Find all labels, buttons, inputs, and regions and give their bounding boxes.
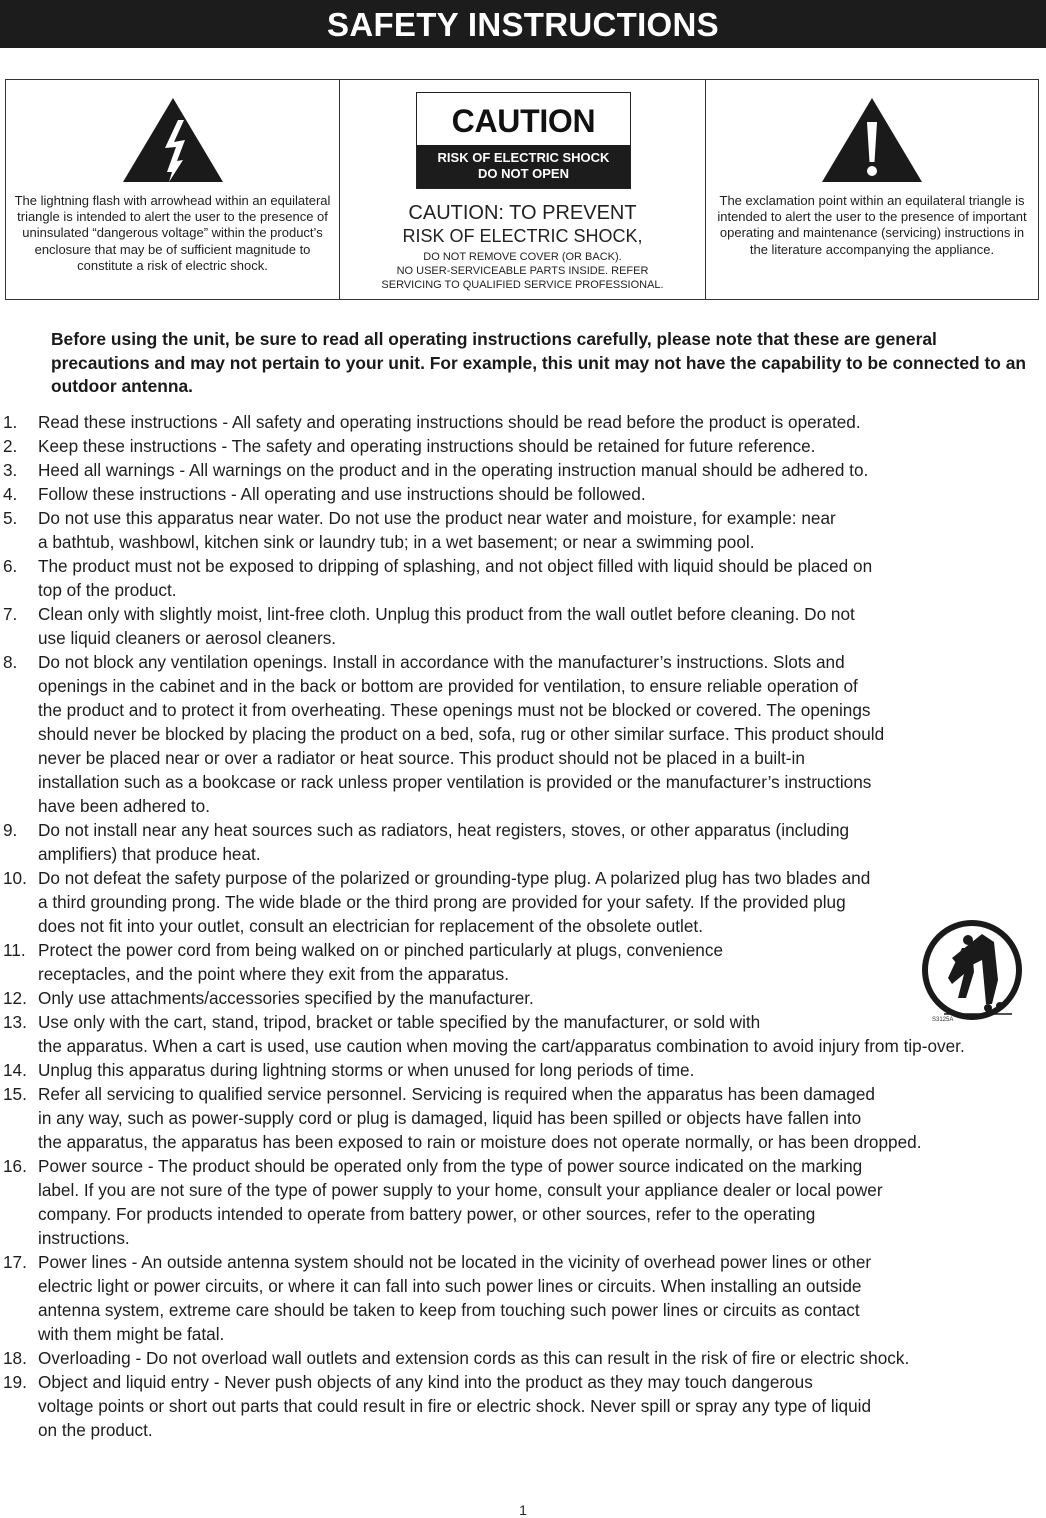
list-item: [0, 1010, 1046, 1058]
list-item-line: Use only with the cart, stand, tripod, bracket or table specified by the manufacturer, or sold with: [38, 1012, 761, 1032]
list-item-line: receptacles, and the point where they exit from the apparatus.: [38, 964, 510, 984]
list-item-line: Heed all warnings - All warnings on the product and in the operating instruction manual should be adhered to.: [38, 460, 869, 480]
list-item-line: Follow these instructions - All operating and use instructions should be followed.: [38, 484, 646, 504]
list-item: [0, 482, 1046, 506]
list-item-number: 5.: [3, 508, 18, 528]
lightning-warning-icon: [121, 96, 225, 184]
list-item-number: 15.: [3, 1084, 27, 1104]
list-item-line: Keep these instructions - The safety and operating instructions should be retained for future reference.: [38, 436, 816, 456]
list-item-line: the apparatus. When a cart is used, use caution when moving the cart/apparatus combination to avoid injury from tip-over.: [38, 1036, 965, 1056]
list-item-text: [38, 506, 1046, 554]
list-item-line: Clean only with slightly moist, lint-free cloth. Unplug this product from the wall outlet before cleaning. Do not: [38, 604, 855, 624]
page-title-bar: [0, 0, 1046, 48]
list-item: [0, 1058, 1046, 1082]
list-item-text: [38, 986, 1046, 1010]
caution-label: [416, 92, 631, 189]
list-item-text: [38, 650, 1046, 818]
list-item-line: Unplug this apparatus during lightning storms or when unused for long periods of time.: [38, 1060, 695, 1080]
list-item-line: instructions.: [38, 1228, 130, 1248]
list-item: [0, 1370, 1046, 1442]
caution-small-line2: NO USER-SERVICEABLE PARTS INSIDE. REFER: [396, 265, 649, 277]
list-item: [0, 458, 1046, 482]
list-item: [0, 434, 1046, 458]
list-item-number: 14.: [3, 1060, 27, 1080]
list-item-line: top of the product.: [38, 580, 177, 600]
list-item-number: 4.: [3, 484, 18, 504]
list-item-line: the product and to protect it from overheating. These openings must not be blocked or covered. The openings: [38, 700, 871, 720]
list-item-line: Do not install near any heat sources such as radiators, heat registers, stoves, or other apparatus (including: [38, 820, 850, 840]
list-item: [0, 938, 1046, 986]
list-item-text: [38, 458, 1046, 482]
list-item-line: the apparatus, the apparatus has been exposed to rain or moisture does not operate normally, or has been dropped.: [38, 1132, 922, 1152]
warning-symbols-table: [5, 79, 1039, 300]
list-item-line: use liquid cleaners or aerosol cleaners.: [38, 628, 337, 648]
list-item-line: The product must not be exposed to dripping of splashing, and not object filled with liquid should be placed on: [38, 556, 873, 576]
list-item-line: antenna system, extreme care should be taken to keep from touching such power lines or circuits as contact: [38, 1300, 860, 1320]
list-item-line: a third grounding prong. The wide blade or the third prong are provided for your safety. If the provided plug: [38, 892, 846, 912]
list-item-text: [38, 1082, 1046, 1154]
caution-small-line1: DO NOT REMOVE COVER (OR BACK).: [423, 251, 622, 263]
lightning-warning-cell: [6, 80, 340, 299]
list-item-text: [38, 482, 1046, 506]
list-item-line: have been adhered to.: [38, 796, 211, 816]
caution-heading-line1: CAUTION: TO PREVENT: [408, 202, 637, 224]
list-item-line: never be placed near or over a radiator or heat source. This product should not be placed in a built-in: [38, 748, 805, 768]
exclamation-warning-cell: [706, 80, 1038, 299]
lightning-warning-text: The lightning flash with arrowhead within an equilateral triangle is intended to alert the user to the presence of uninsulated “dangerous voltage” within the product’s enclosure that may be of sufficient magnitude to constitute a risk of electric shock.: [14, 193, 331, 273]
list-item-number: 13.: [3, 1012, 27, 1032]
list-item-line: amplifiers) that produce heat.: [38, 844, 261, 864]
list-item-text: [38, 1058, 1046, 1082]
list-item-text: [38, 866, 1046, 938]
list-item-text: [38, 602, 1046, 650]
list-item-number: 2.: [3, 436, 18, 456]
list-item-text: [38, 1346, 1046, 1370]
list-item-line: company. For products intended to operate from battery power, or other sources, refer to the operating: [38, 1204, 816, 1224]
list-item-line: with them might be fatal.: [38, 1324, 225, 1344]
list-item-number: 16.: [3, 1156, 27, 1176]
list-item-number: 18.: [3, 1348, 27, 1368]
list-item-text: [38, 434, 1046, 458]
list-item-line: a bathtub, washbowl, kitchen sink or laundry tub; in a wet basement; or near a swimming pool.: [38, 532, 755, 552]
list-item-text: [38, 818, 1046, 866]
list-item-number: 6.: [3, 556, 18, 576]
caution-label-band: [417, 145, 630, 188]
list-item-line: Do not use this apparatus near water. Do not use the product near water and moisture, for example: near: [38, 508, 836, 528]
list-item-number: 3.: [3, 460, 18, 480]
list-item-number: 17.: [3, 1252, 27, 1272]
exclamation-warning-text: The exclamation point within an equilateral triangle is intended to alert the user to the presence of important operating and maintenance (servicing) instructions in the literature accompanying the appliance.: [717, 193, 1027, 257]
list-item-line: Object and liquid entry - Never push objects of any kind into the product as they may touch dangerous: [38, 1372, 813, 1392]
list-item-line: should never be blocked by placing the product on a bed, sofa, rug or other similar surface. This product should: [38, 724, 885, 744]
list-item-line: in any way, such as power-supply cord or plug is damaged, liquid has been spilled or objects have fallen into: [38, 1108, 862, 1128]
list-item-number: 9.: [3, 820, 18, 840]
list-item-number: 19.: [3, 1372, 27, 1392]
list-item: [0, 554, 1046, 602]
list-item-number: 10.: [3, 868, 27, 888]
page-number: 1: [519, 1502, 527, 1518]
caution-label-title: CAUTION: [451, 103, 596, 139]
list-item-number: 8.: [3, 652, 18, 672]
list-item-line: openings in the cabinet and in the back or bottom are provided for ventilation, to ensure reliable operation of: [38, 676, 858, 696]
list-item-line: Only use attachments/accessories specified by the manufacturer.: [38, 988, 534, 1008]
list-item-line: voltage points or short out parts that could result in fire or electric shock. Never spill or spray any type of liquid: [38, 1396, 872, 1416]
list-item-text: [38, 410, 1046, 434]
list-item: [0, 602, 1046, 650]
exclamation-warning-icon: [820, 96, 924, 184]
list-item-number: 12.: [3, 988, 27, 1008]
list-item-line: on the product.: [38, 1420, 153, 1440]
caution-heading-line2: RISK OF ELECTRIC SHOCK,: [402, 226, 643, 246]
list-item-line: Do not defeat the safety purpose of the polarized or grounding-type plug. A polarized plug has two blades and: [38, 868, 871, 888]
list-item: [0, 1082, 1046, 1154]
list-item-line: does not fit into your outlet, consult an electrician for replacement of the obsolete outlet.: [38, 916, 703, 936]
list-item-text: [38, 1250, 1046, 1346]
list-item-text: [38, 1154, 1046, 1250]
caution-small-line3: SERVICING TO QUALIFIED SERVICE PROFESSIONAL.: [381, 279, 664, 291]
caution-small-print: [340, 250, 705, 292]
list-item-line: Read these instructions - All safety and operating instructions should be read before the product is operated.: [38, 412, 861, 432]
list-item: [0, 650, 1046, 818]
list-item: [0, 1250, 1046, 1346]
list-item: [0, 1346, 1046, 1370]
list-item-line: Do not block any ventilation openings. Install in accordance with the manufacturer’s instructions. Slots and: [38, 652, 845, 672]
cart-warning-code: S3125A: [932, 1017, 954, 1023]
caution-cell: [340, 80, 706, 299]
instructions-list: [0, 410, 1046, 1442]
list-item: [0, 410, 1046, 434]
caution-label-line1: RISK OF ELECTRIC SHOCK: [437, 150, 610, 165]
list-item-line: Power lines - An outside antenna system should not be located in the vicinity of overhead power lines or other: [38, 1252, 872, 1272]
list-item-text: [38, 938, 1046, 986]
caution-label-line2: DO NOT OPEN: [477, 166, 569, 181]
list-item-line: label. If you are not sure of the type of power supply to your home, consult your appliance dealer or local power: [38, 1180, 883, 1200]
list-item: [0, 1154, 1046, 1250]
cart-warning: [922, 920, 1024, 1027]
list-item: [0, 506, 1046, 554]
list-item: [0, 818, 1046, 866]
list-item-text: [38, 554, 1046, 602]
list-item-line: Protect the power cord from being walked on or pinched particularly at plugs, convenience: [38, 940, 724, 960]
list-item-line: installation such as a bookcase or rack unless proper ventilation is provided or the manufacturer’s instructions: [38, 772, 872, 792]
page-title: SAFETY INSTRUCTIONS: [327, 6, 719, 43]
list-item-text: [38, 1010, 1046, 1058]
list-item: [0, 866, 1046, 938]
list-item-text: [38, 1370, 1046, 1442]
list-item-line: Power source - The product should be operated only from the type of power source indicated on the marking: [38, 1156, 863, 1176]
list-item-number: 1.: [3, 412, 18, 432]
list-item: [0, 986, 1046, 1010]
intro-paragraph: Before using the unit, be sure to read all operating instructions carefully, please note that these are general precautions and may not pertain to your unit. For example, this unit may not have the capability to be connected to an outdoor antenna.: [51, 329, 1026, 396]
list-item-number: 7.: [3, 604, 18, 624]
list-item-line: electric light or power circuits, or where it can fall into such power lines or circuits. When installing an outside: [38, 1276, 862, 1296]
list-item-number: 11.: [3, 940, 26, 960]
list-item-line: Refer all servicing to qualified service personnel. Servicing is required when the apparatus has been damaged: [38, 1084, 875, 1104]
cart-tip-over-warning-icon: [922, 920, 1024, 1022]
list-item-line: Overloading - Do not overload wall outlets and extension cords as this can result in the risk of fire or electric shock.: [38, 1348, 910, 1368]
